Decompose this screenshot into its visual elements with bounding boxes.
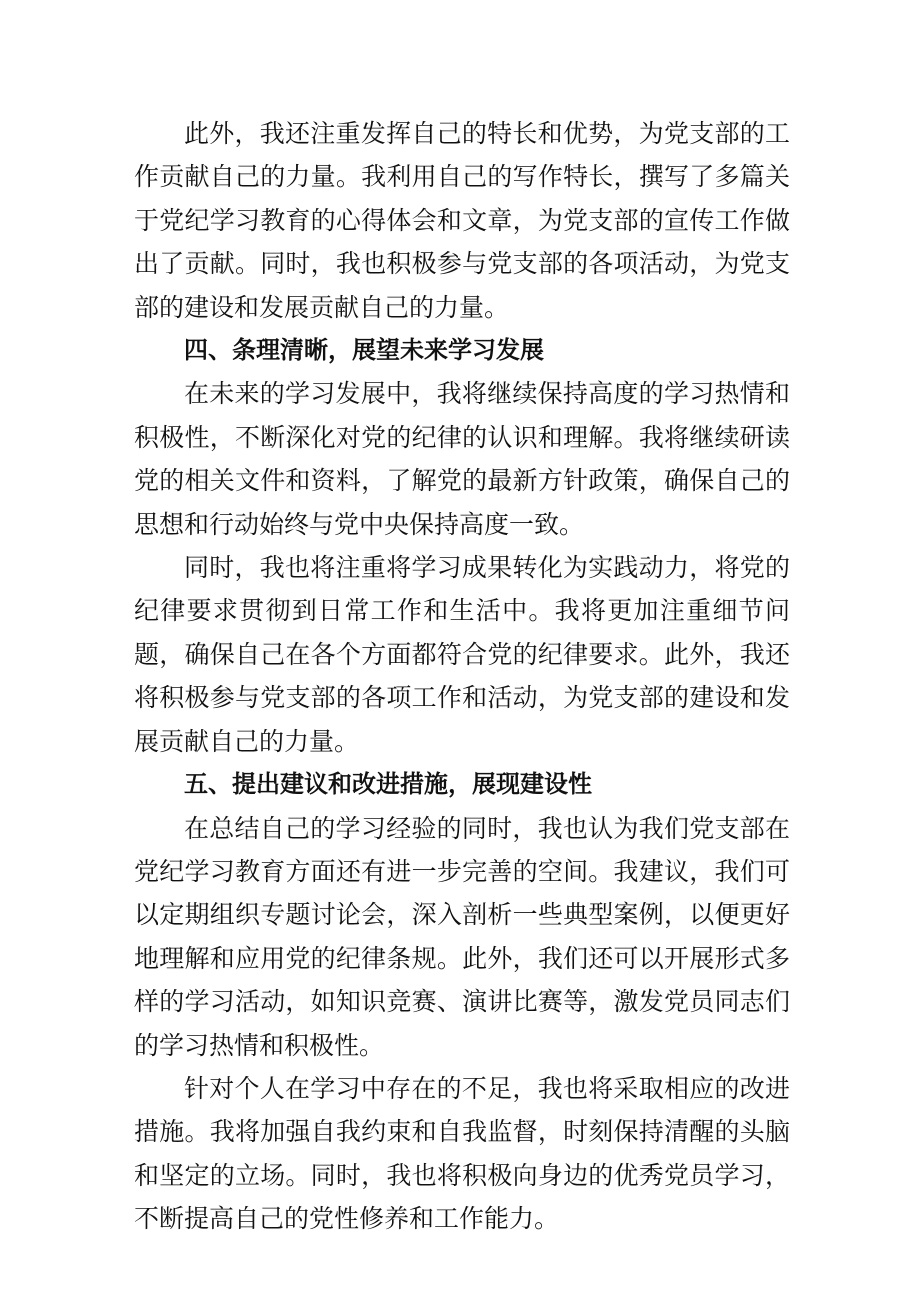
paragraph-improvement-measures: 针对个人在学习中存在的不足，我也将采取相应的改进措施。我将加强自我约束和自我监督，时刻保持清醒的头脑和坚定的立场。同时，我也将积极向身边的优秀党员学习，不断提高自己的党性修养和工作能力。 — [134, 1073, 790, 1234]
document-body — [134, 112, 790, 1241]
section-heading-five: 五、提出建议和改进措施，展现建设性 — [184, 770, 592, 799]
section-heading-four: 四、条理清晰，展望未来学习发展 — [184, 336, 544, 365]
paragraph-suggestions: 在总结自己的学习经验的同时，我也认为我们党支部在党纪学习教育方面还有进一步完善的空间。我建议，我们可以定期组织专题讨论会，深入剖析一些典型案例，以便更好地理解和应用党的纪律条规。此外，我们还可以开展形式多样的学习活动，如知识竞赛、演讲比赛等，激发党员同志们的学习热情和积极性。 — [134, 813, 790, 1060]
paragraph-practice-transformation: 同时，我也将注重将学习成果转化为实践动力，将党的纪律要求贯彻到日常工作和生活中。我将更加注重细节问题，确保自己在各个方面都符合党的纪律要求。此外，我还将积极参与党支部的各项工作和活动，为党支部的建设和发展贡献自己的力量。 — [134, 553, 790, 756]
paragraph-party-branch-contribution: 此外，我还注重发挥自己的特长和优势，为党支部的工作贡献自己的力量。我利用自己的写作特长，撰写了多篇关于党纪学习教育的心得体会和文章，为党支部的宣传工作做出了贡献。同时，我也积极参与党支部的各项活动，为党支部的建设和发展贡献自己的力量。 — [134, 119, 790, 322]
paragraph-future-study: 在未来的学习发展中，我将继续保持高度的学习热情和积极性，不断深化对党的纪律的认识和理解。我将继续研读党的相关文件和资料，了解党的最新方针政策，确保自己的思想和行动始终与党中央保持高度一致。 — [134, 379, 790, 539]
